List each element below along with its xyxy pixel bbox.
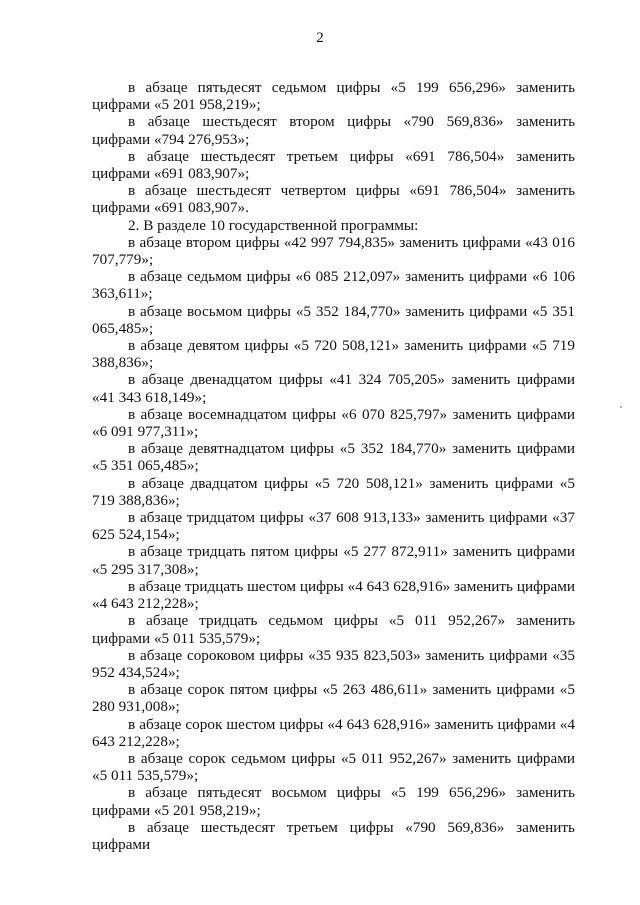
amendment-paragraph: в абзаце тридцать пятом цифры «5 277 872,911» заменить цифрами «5 295 317,308»;	[92, 543, 575, 578]
amendment-paragraph: в абзаце втором цифры «42 997 794,835» заменить цифрами «43 016 707,779»;	[92, 233, 575, 269]
amendment-paragraph: в абзаце сорок пятом цифры «5 263 486,611» заменить цифрами «5 280 931,008»;	[92, 681, 575, 716]
amendment-paragraph: в абзаце шестьдесят втором цифры «790 569,836» заменить цифрами «794 276,953»;	[92, 113, 575, 148]
amendment-paragraph: в абзаце шестьдесят третьем цифры «691 786,504» заменить цифрами «691 083,907»;	[92, 147, 575, 183]
amendment-paragraph: в абзаце девятнадцатом цифры «5 352 184,770» заменить цифрами «5 351 065,485»;	[92, 440, 575, 475]
amendment-paragraph: в абзаце пятьдесят седьмом цифры «5 199 656,296» заменить цифрами «5 201 958,219»;	[92, 79, 575, 114]
amendment-paragraph: в абзаце сороковом цифры «35 935 823,503» заменить цифрами «35 952 434,524»;	[92, 646, 575, 681]
amendment-paragraph: в абзаце тридцатом цифры «37 608 913,133» заменить цифрами «37 625 524,154»;	[92, 509, 575, 544]
amendment-paragraph-continued: в абзаце шестьдесят третьем цифры «790 569,836» заменить цифрами	[92, 818, 575, 853]
amendment-paragraph: в абзаце сорок седьмом цифры «5 011 952,267» заменить цифрами «5 011 535,579»;	[92, 749, 575, 785]
amendment-paragraph: в абзаце восьмом цифры «5 352 184,770» заменить цифрами «5 351 065,485»;	[92, 302, 575, 337]
amendment-paragraph: в абзаце шестьдесят четвертом цифры «691 786,504» заменить цифрами «691 083,907».	[92, 182, 575, 217]
amendment-paragraph: в абзаце седьмом цифры «6 085 212,097» заменить цифрами «6 106 363,611»;	[92, 268, 575, 303]
page-number: 2	[316, 30, 324, 46]
amendment-paragraph: в абзаце двадцатом цифры «5 720 508,121» заменить цифрами «5 719 388,836»;	[92, 474, 575, 509]
amendment-paragraph: в абзаце двенадцатом цифры «41 324 705,205» заменить цифрами «41 343 618,149»;	[92, 371, 575, 406]
amendment-paragraph: в абзаце тридцать седьмом цифры «5 011 952,267» заменить цифрами «5 011 535,579»;	[92, 612, 575, 647]
amendment-paragraph: в абзаце сорок шестом цифры «4 643 628,916» заменить цифрами «4 643 212,228»;	[92, 715, 575, 750]
amendment-paragraph: в абзаце тридцать шестом цифры «4 643 628,916» заменить цифрами «4 643 212,228»;	[92, 577, 575, 613]
amendment-paragraph: в абзаце восемнадцатом цифры «6 070 825,797» заменить цифрами «6 091 977,311»;	[92, 405, 575, 441]
scan-speck	[620, 406, 622, 408]
amendment-paragraph: в абзаце девятом цифры «5 720 508,121» заменить цифрами «5 719 388,836»;	[92, 337, 575, 372]
amendment-paragraph: в абзаце пятьдесят восьмом цифры «5 199 656,296» заменить цифрами «5 201 958,219»;	[92, 784, 575, 819]
document-body	[92, 79, 575, 853]
section-heading: 2. В разделе 10 государственной программы:	[128, 216, 419, 234]
